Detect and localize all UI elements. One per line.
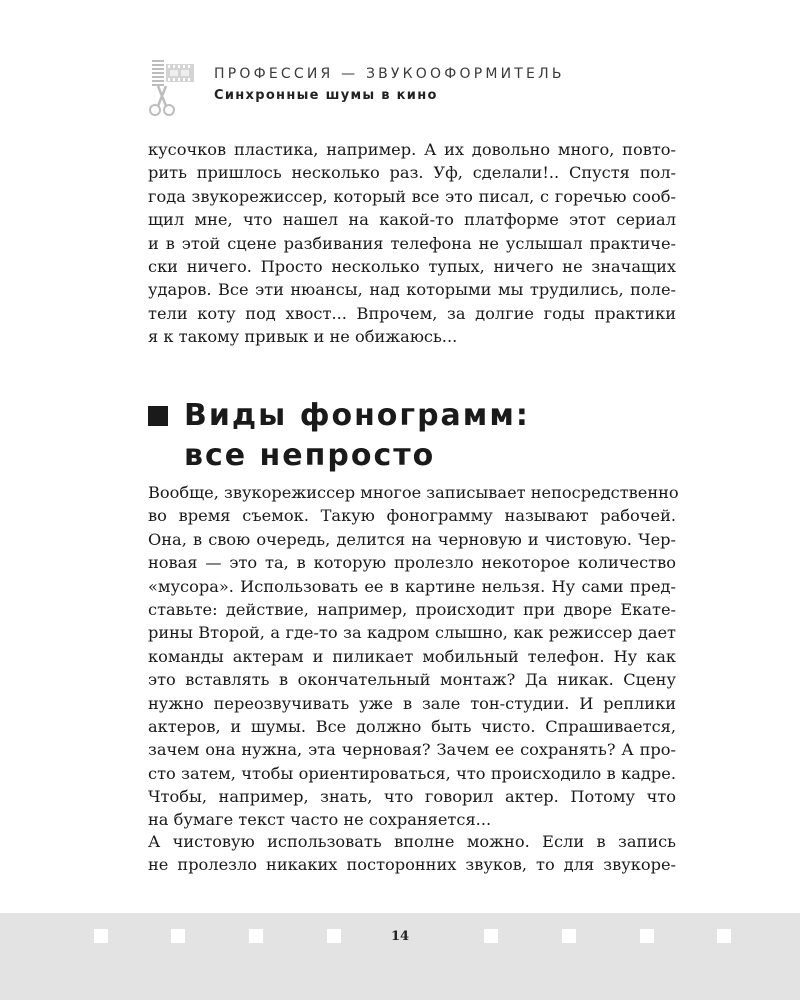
text-line: во время съемок. Такую фонограмму называют рабочей.: [148, 506, 676, 526]
text-line: А чистовую использовать вполне можно. Если в запись: [148, 832, 676, 851]
running-header-subtitle: Синхронные шумы в кино: [214, 88, 438, 103]
paragraph-1: [148, 138, 676, 349]
text-line: Вообще, звукорежиссер многое записывает непосредственно: [148, 483, 679, 502]
text-line: я к такому привык и не обижаюсь...: [148, 327, 458, 347]
text-line: ударов. Все эти нюансы, над которыми мы трудились, поле-: [148, 280, 676, 300]
text-line: ски ничего. Просто несколько тупых, ничего не значащих: [148, 256, 676, 276]
text-line: нужно переозвучивать уже в зале тон-студии. И реплики: [148, 693, 676, 713]
text-line: команды актерам и пиликает мобильный телефон. Ну как: [148, 646, 676, 666]
text-line: не пролезло никаких посторонних звуков, то для звукоре-: [148, 855, 676, 875]
section-heading-line-1: Виды фонограмм:: [184, 398, 530, 433]
text-line: это вставлять в окончательный монтаж? Да никак. Сцену: [148, 670, 676, 690]
film-scissors-icon: [144, 60, 198, 120]
text-line: щил мне, что нашел на какой-то платформе этот сериал: [148, 210, 676, 230]
text-line: зачем она нужна, эта черновая? Зачем ее сохранять? А про-: [148, 740, 676, 760]
text-line: Чтобы, например, знать, что говорил актер. Потому что: [148, 787, 676, 807]
text-line: сто затем, чтобы ориентироваться, что происходило в кадре.: [148, 763, 676, 783]
text-line: «мусора». Использовать ее в картине нельзя. Ну сами пред-: [148, 576, 676, 596]
paragraph-2: [148, 481, 679, 832]
page-number: 14: [390, 929, 410, 944]
text-line: актеров, и шумы. Все должно быть чисто. Спрашивается,: [148, 716, 676, 736]
text-line: рить пришлось несколько раз. Уф, сделали!.. Спустя пол-: [148, 163, 676, 183]
text-line: тели коту под хвост... Впрочем, за долгие годы практики: [148, 303, 676, 323]
page-footer: [0, 913, 800, 1000]
paragraph-3: [148, 830, 676, 877]
running-header-title: ПРОФЕССИЯ — ЗВУКООФОРМИТЕЛЬ: [214, 66, 565, 82]
text-line: новая — это та, в которую пролезло некоторое количество: [148, 553, 676, 573]
text-line: кусочков пластика, например. А их довольно много, повто-: [148, 140, 676, 159]
text-line: года звукорежиссер, который все это писал, с горечью сооб-: [148, 186, 676, 206]
heading-bullet-square: [148, 406, 168, 426]
text-line: и в этой сцене разбивания телефона не услышал практиче-: [148, 233, 676, 253]
text-line: на бумаге текст часто не сохраняется...: [148, 810, 492, 830]
section-heading-line-2: все непросто: [184, 438, 436, 473]
text-line: рины Второй, а где-то за кадром слышно, как режиссер дает: [148, 623, 676, 643]
text-line: Она, в свою очередь, делится на черновую и чистовую. Чер-: [148, 529, 676, 549]
section-heading: [148, 396, 530, 476]
text-line: ставьте: действие, например, происходит при дворе Екате-: [148, 599, 676, 619]
